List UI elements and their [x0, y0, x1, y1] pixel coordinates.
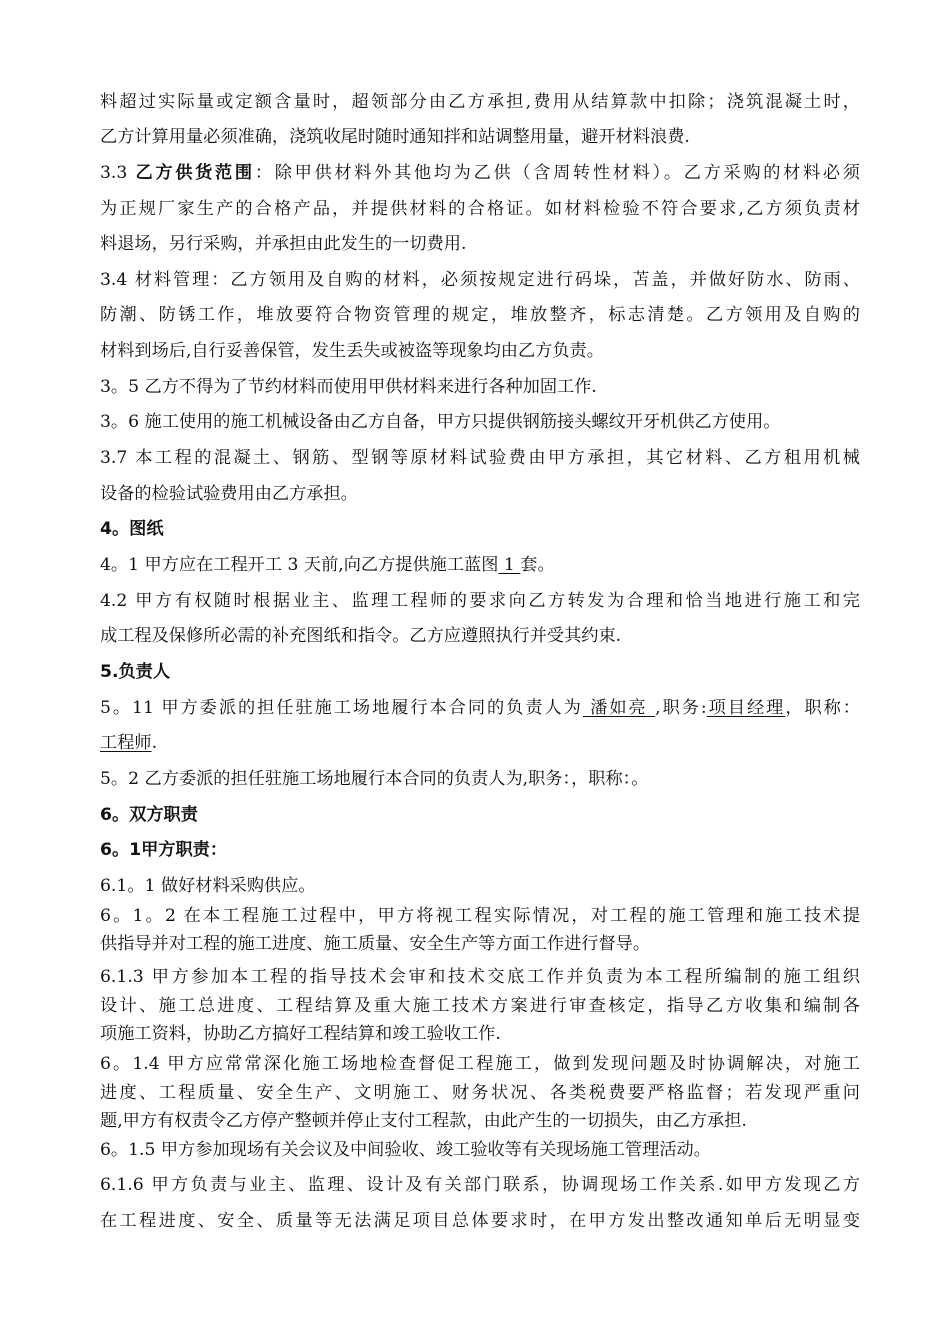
- text-line: 6.1.6 甲方负责与业主、监理、设计及有关部门联系，协调现场工作关系.如甲方发现乙方: [100, 1175, 860, 1195]
- text-line: 6。1.5 甲方参加现场有关会议及中间验收、竣工验收等有关现场施工管理活动。: [100, 1140, 711, 1160]
- text-line: 项施工资料，协助乙方搞好工程结算和竣工验收工作.: [100, 1024, 501, 1044]
- text-line: 6.1。1 做好材料采购供应。: [100, 876, 316, 896]
- text-line: 在工程进度、安全、质量等无法满足项目总体要求时，在甲方发出整改通知单后无明显变: [100, 1211, 860, 1231]
- clause-text: 4。1 甲方应在工程开工 3 天前,向乙方提供施工蓝图: [100, 555, 499, 575]
- text-line: 6。1.4 甲方应常常深化施工场地检查督促工程施工，做到发现问题及时协调解决，对施工: [100, 1054, 860, 1074]
- text-line: 设备的检验试验费用由乙方承担。: [100, 484, 358, 504]
- clause-text: 5。11 甲方委派的担任驻施工场地履行本合同的负责人为: [100, 698, 583, 718]
- clause-4-1-line: [100, 554, 860, 576]
- clause-text: ，职称：: [785, 698, 860, 718]
- clause-3-3-line: [100, 162, 860, 184]
- text-line: 3.7 本工程的混凝土、钢筋、型钢等原材料试验费由甲方承担，其它材料、乙方租用机械: [100, 448, 860, 468]
- text-line: 3.4 材料管理：乙方领用及自购的材料，必须按规定进行码垛，苫盖，并做好防水、防雨、: [100, 270, 860, 290]
- text-line: 料退场，另行采购，并承担由此发生的一切费用.: [100, 234, 467, 254]
- section-heading: 6。双方职责: [100, 805, 198, 825]
- clause-5-1-continuation: [100, 732, 860, 754]
- section-heading: 4。图纸: [100, 519, 164, 539]
- text-line: 供指导并对工程的施工进度、施工质量、安全生产等方面工作进行督导。: [100, 934, 651, 954]
- responsible-person-position: 项目经理: [706, 698, 786, 718]
- section-heading: 5.负责人: [100, 662, 171, 682]
- clause-text: ,职务:: [655, 698, 707, 718]
- text-line: 设计、施工总进度、工程结算及重大施工技术方案进行审查核定，指导乙方收集和编制各: [100, 996, 860, 1016]
- underlined-value: 1: [498, 555, 521, 575]
- text-line: 乙方计算用量必须准确，浇筑收尾时随时通知拌和站调整用量，避开材料浪费.: [100, 127, 690, 147]
- text-line: 进度、工程质量、安全生产、文明施工、财务状况、各类税费要严格监督；若发现严重问: [100, 1083, 860, 1103]
- clause-bold-title: 乙方供货范围: [135, 163, 255, 183]
- clause-number: 3.3: [100, 163, 136, 183]
- text-line: 3。5 乙方不得为了节约材料而使用甲供材料来进行各种加固工作.: [100, 377, 597, 397]
- text-line: 6.1.3 甲方参加本工程的指导技术会审和技术交底工作并负责为本工程所编制的施工组织: [100, 967, 860, 987]
- text-line: 6。1。2 在本工程施工过程中，甲方将视工程实际情况，对工程的施工管理和施工技术提: [100, 906, 860, 926]
- clause-5-1-line: [100, 697, 860, 719]
- responsible-person-name: 潘如亮: [582, 698, 656, 718]
- text-line: 4.2 甲方有权随时根据业主、监理工程师的要求向乙方转发为合理和恰当地进行施工和完: [100, 591, 860, 611]
- text-line: 5。2 乙方委派的担任驻施工场地履行本合同的负责人为,职务：，职称：。: [100, 769, 649, 789]
- text-line: 成工程及保修所必需的补充图纸和指令。乙方应遵照执行并受其约束.: [100, 626, 622, 646]
- responsible-person-title: 工程师: [100, 733, 152, 753]
- clause-text: ：除甲供材料外其他均为乙供（含周转性材料）。乙方采购的材料必须: [254, 163, 860, 183]
- text-line: 为正规厂家生产的合格产品，并提供材料的合格证。如材料检验不符合要求,乙方须负责材: [100, 199, 860, 219]
- text-line: 题,甲方有权责令乙方停产整顿并停止支付工程款，由此产生的一切损失，由乙方承担.: [100, 1111, 747, 1131]
- text-line: 料超过实际量或定额含量时，超领部分由乙方承担,费用从结算款中扣除；浇筑混凝土时，: [100, 92, 860, 112]
- text-line: 材料到场后,自行妥善保管，发生丢失或被盗等现象均由乙方负责。: [100, 341, 604, 361]
- subsection-heading: 6。1甲方职责：: [100, 840, 228, 860]
- text-line: 防潮、防锈工作，堆放要符合物资管理的规定，堆放整齐，标志清楚。乙方领用及自购的: [100, 305, 860, 325]
- clause-text: 套。: [520, 555, 555, 575]
- clause-text: .: [151, 733, 158, 753]
- text-line: 3。6 施工使用的施工机械设备由乙方自备，甲方只提供钢筋接头螺纹开牙机供乙方使用。: [100, 412, 781, 432]
